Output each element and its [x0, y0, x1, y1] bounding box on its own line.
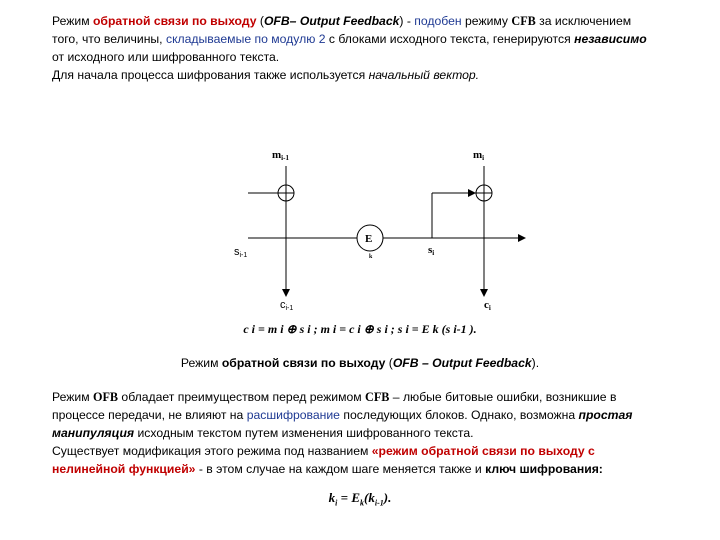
paren: (k: [364, 490, 375, 505]
label-c-cur: ci: [484, 299, 491, 312]
key-formula: [0, 490, 720, 508]
text: обладает преимуществом перед режимом: [118, 390, 366, 404]
sub: i: [335, 498, 338, 508]
end: ).: [383, 490, 392, 505]
text: с блоками исходного текста, генерируются: [325, 32, 575, 46]
emphasis: начальный вектор.: [368, 68, 480, 82]
text: последующих блоков. Однако, возможна: [339, 408, 579, 422]
text: - в этом случае на каждом шаге меняется также и: [195, 462, 486, 476]
text: Режим: [180, 356, 222, 370]
text: процессе передачи, не влияют на: [52, 408, 247, 422]
text: Существует модификация этого режима под названием: [52, 444, 372, 458]
text: (: [385, 356, 393, 370]
link-text: расшифрование: [246, 408, 340, 422]
ofb-term: OFB: [92, 390, 119, 404]
label-c-prev: ci-1: [280, 299, 294, 312]
eq: = E: [337, 490, 360, 505]
highlight-term: «режим обратной связи по выходу с: [371, 444, 595, 458]
emphasis: независимо: [574, 32, 647, 46]
caption-ofb: OFB – Output Feedback: [392, 356, 532, 370]
body-line-1: [52, 388, 692, 406]
text: (: [256, 14, 264, 28]
text: Для начала процесса шифрования также используется: [52, 68, 369, 82]
text: ).: [531, 356, 540, 370]
text: исходным текстом путем изменения шифрованного текста.: [134, 426, 474, 440]
key-term: ключ шифрования:: [485, 462, 603, 476]
text: Режим: [52, 390, 93, 404]
emphasis: простая: [578, 408, 633, 422]
label-s-prev: si-1: [234, 246, 248, 259]
arrow-s-out: [518, 234, 526, 242]
text: – любые битовые ошибки, возникшие в: [389, 390, 617, 404]
label-m-prev: mi-1: [272, 149, 289, 162]
arrow-to-xor: [468, 189, 476, 197]
arrow-c-cur: [480, 289, 488, 297]
body-paragraph: [52, 388, 692, 478]
caption-term: обратной связи по выходу: [221, 356, 386, 370]
label-s-cur: si: [428, 244, 435, 257]
body-line-2: [52, 406, 692, 424]
text: того, что величины,: [52, 32, 166, 46]
formula-line: c i = m i ⊕ s i ; m i = c i ⊕ s i ; s i = E k (s i-1 ).: [243, 322, 477, 336]
link-text: подобен: [414, 14, 462, 28]
body-line-3: [52, 424, 692, 442]
label-m-cur: mi: [473, 149, 485, 162]
link-text: складываемые по модулю 2: [165, 32, 326, 46]
text: Режим: [52, 14, 93, 28]
intro-line-3: от исходного или шифрованного текста.: [52, 50, 280, 64]
cfb-term: CFB: [511, 14, 536, 28]
k: k: [328, 490, 336, 505]
cfb-term: CFB: [365, 390, 390, 404]
body-line-4: [52, 442, 692, 460]
ofb-term: OFB– Output Feedback: [263, 14, 400, 28]
sub: k: [360, 498, 364, 508]
text: режиму: [461, 14, 512, 28]
arrow-c-prev: [282, 289, 290, 297]
highlight-term: обратной связи по выходу: [92, 14, 257, 28]
label-enc: E: [365, 233, 373, 245]
body-line-5: [52, 460, 692, 478]
sub: i-1: [374, 498, 384, 508]
label-enc-sub: k: [369, 254, 373, 260]
emphasis: манипуляция: [52, 426, 135, 440]
figure-caption: [0, 356, 720, 370]
highlight-term: нелинейной функцией»: [52, 462, 196, 476]
text: за исключением: [535, 14, 632, 28]
text: ) -: [399, 14, 415, 28]
